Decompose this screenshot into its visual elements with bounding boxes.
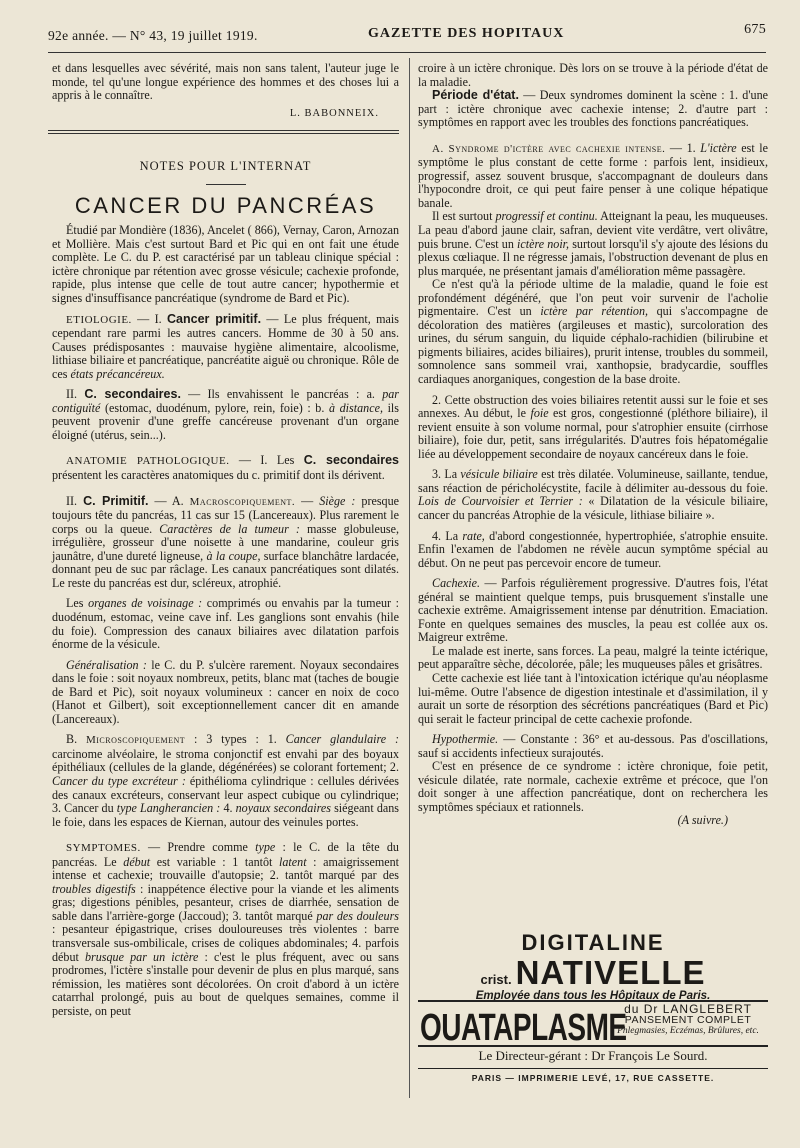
syndrome-a-paragraph: A. Syndrome d'ictère avec cachexie intense. — 1. L'ictère est le symptôme le plus constant de cette forme : parfois lent, insidieux, progressif, assez souvent brusque, s'accompagnant de douleurs dans l'hypocondre droit, ce qui peut faire penser à une colique hépatique banale. [418,140,769,210]
section-heading: NOTES POUR L'INTERNAT [139,159,312,174]
section-rule [48,130,399,134]
article-title: CANCER DU PANCRÉAS [74,192,377,218]
ouataplasme-name: OUATAPLASME [420,1006,627,1048]
vesicule-paragraph: 3. La vésicule biliaire est très dilatée. Volumineuse, saillante, tendue, sans réaction de péricholécystite, facile à délimiter au-dessous du foie. Lois de Courvoisier et Terrier : « Dilatation de la vésicule biliaire, cancer du pancréas Atrophie de la vésicule, lithiase biliaire ». [418,467,769,522]
cachexie-paragraph: Cachexie. — Parfois régulièrement progressive. D'autres fois, l'état général se maintient quelque temps, puis brusquement s'installe une cachexie extrême. Amaigrissement intense par dénutrition. Emaciation. Fonte en quelques semaines des muscles, la peau est collée aux os. Maigreur extrême. [418,576,768,645]
header-rule [48,52,766,53]
hypothermie-paragraph: Hypothermie. — Constante : 36° et au-dessous. Pas d'oscillations, sauf si accidents infectieux surajoutés. [418,732,768,760]
column-divider [409,58,410,1098]
symptomes-paragraph: SYMPTOMES. — Prendre comme type : le C. de la tête du pancréas. Le début est variable : 1 tantôt latent : amaigrissement intense et cachexie; trouvaille d'autopsie; 2. tantôt marqué par des troubles digestifs : inappétence élective pour la viande et les aliments gras; digestions pénibles, pesanteur, crises de diarrhée, sensation de sable dans l'arrière-gorge (Jaccoud); 3. tantôt marqué par des douleurs : pesanteur épigastrique, crises douloureuses très violentes : barre transversale sus-ombilicale, crises de coliques abdominales; 4. parfois début brusque par un ictère : c'est le plus fréquent, avec ou sans prodromes, l'ictère s'installe pour devenir de plus en plus marqué, sans rémission, les matières sont décolorées. On croit d'abord à un ictère catarrhal prolongé, puis au bout de quelques semaines, comme il persiste, on peut [52,840,400,1018]
ouataplasme-details [608,1004,768,1037]
page-header [48,22,766,46]
langlebert-label: du Dr LANGLEBERT [624,1002,752,1016]
generalisation-paragraph: Généralisation : le C. du P. s'ulcère rarement. Noyaux secondaires dans le foie : soit noyaux nombreux, petits, blanc mat (taches de bougie de Bard et Pic), soit noyaux volumineux : cancer en noix de coco (Hanot et Gilbert), soit exceptionnellement cancer dit en amande (Lancereaux). [52,657,399,726]
digitaline-name: DIGITALINE [521,930,665,955]
uses-label: Phlegmasies, Eczémas, Brûlures, etc. [617,1026,759,1036]
signature: L. BABONNEIX. [289,107,379,119]
digitaline-ad [418,928,768,1002]
organes-paragraph: Les organes de voisinage : comprimés ou envahis par la tumeur : duodénum, estomac, veine cave inf. Les ganglions sont envahis (hile du foie). Compression des canaux biliaires avec dilatation parfois énorme de la vésicule. [52,596,399,652]
presence-paragraph: C'est en présence de ce syndrome : ictère chronique, foie petit, vésicule dilatée, rate normale, cachexie extrême et précoce, que l'on doit songer à une affection pancréatique, dont on recherchera les symptômes spéciaux et rationnels. [418,759,768,814]
cette-cachexie-paragraph: Cette cachexie est liée tant à l'intoxication ictérique qu'au néoplasme lui-même. Outre l'absence de digestion intestinale et d'assimilation, il y aurait un sorte de résorption des sécrétions pancréatiques (Bard et Pic) qui serait le facteur principal de cette cachexie profonde. [418,670,768,726]
periode-etat-paragraph: Période d'état. — Deux syndromes dominent la scène : 1. d'une part : ictère chronique avec cachexie intense; 2. d'autre part : symptômes en rapport avec les troubles des fonctions pancréatiques. [418,88,768,130]
title-rule [206,184,246,185]
intro-paragraph: Étudié par Mondière (1836), Ancelet ( 866), Vernay, Caron, Arnozan et Mollière. Mais c'est surtout Bard et Pic qui en ont fait une étude complète. Le C. du P. est caractérisé par un tableau clinique spécial : ictère chronique par rétention avec grosse vésicule; cachexie profonde, rapide, plus intense que celle de tout autre cancer; hypothermie et signes d'insuffisance pancréatique (syndrome de Bard et Pic). [52,223,399,306]
anatomie-paragraph: ANATOMIE PATHOLOGIQUE. — I. Les C. secondaires présentent les caractères anatomiques du c. primitif dont ils dérivent. [52,453,399,483]
ouataplasme-ad [420,1004,770,1048]
secondaires-paragraph: II. C. secondaires. — Ils envahissent le pancréas : a. par contiguïté (estomac, duodénum, pylore, rein, foie) : b. à distance, ils peuvent provenir d'une greffe cancéreuse provenant d'un organe éloigné (utérus, sein...). [52,387,400,442]
page-number: 675 [744,22,766,37]
etiologie-paragraph: ETIOLOGIE. — I. Cancer primitif. — Le plus fréquent, mais cependant rare parmi les autres cancers. Homme de 30 à 50 ans. Causes prédisposantes : mauvaise hygiène alimentaire, alcoolisme, lithiase biliaire et pancréatique, pancréatite aiguë ou chronique. Rôle de ces états précancéreux. [52,311,399,381]
malade-paragraph: Le malade est inerte, sans forces. La peau, malgré la teinte ictérique, peut apparaître sèche, décolorée, pâle; les muqueuses pâles et grisâtres. [418,643,768,672]
pansement-label: PANSEMENT COMPLET [624,1014,752,1026]
continuation-paragraph: croire à un ictère chronique. Dès lors on se trouve à la période d'état de la maladie. [418,61,768,89]
right-column [418,62,768,828]
printer-line: PARIS — IMPRIMERIE LEVÉ, 17, RUE CASSETTE. [471,1073,715,1083]
left-column [52,62,399,1018]
journal-title: GAZETTE DES HOPITAUX [368,26,565,41]
progressif-paragraph: Il est surtout progressif et continu. Atteignant la peau, les muqueuses. La peau d'abord jaune clair, safran, devient vite verdâtre, vert olivâtre, puis brune. C'est un ictère noir, surtout lorsqu'il s'y ajoute des lésions du plexus cœliaque. Il ne régresse jamais, l'obstruction devenant de plus en plus marquée, ne présentant jamais d'amélioration même passagère. [418,209,769,278]
a-suivre: (A suivre.) [677,813,728,828]
ad-rule-bottom [418,1045,768,1047]
nativelle-name: NATIVELLE [515,954,706,991]
employee-tagline: Employée dans tous les Hôpitaux de Paris. [475,990,711,1002]
director-line: Le Directeur-gérant : Dr François Le Sourd. [478,1048,708,1063]
retention-paragraph: Ce n'est qu'à la période ultime de la maladie, quand le foie est profondément dégénéré, que l'on peut voir survenir de l'acholie pigmentaire. C'est un ictère par rétention, qui s'accompagne de décoloration des matières (argileuses et mastic), surcoloration des urines, du sérum sanguin, du liquide céphalo-rachidien (bilirubine et pigments biliaires, acides biliaires), prurit intense, troubles du sommeil, somnolence sans sommeil vrai, xanthopsie, bradycardie, souffles cardiaques anorganiques, congestion de la base droite. [418,277,768,387]
footer-rule [418,1068,768,1069]
review-ending: et dans lesquelles avec sévérité, mais non sans talent, l'auteur juge le monde, tel qu'une longue expérience des hommes et des choses lui a appris à le connaître. [52,61,399,103]
rate-paragraph: 4. La rate, d'abord congestionnée, hypertrophiée, s'atrophie ensuite. Enfin l'examen de l'abdomen ne révèle aucun symptôme spécial au début. On ne peut pas percevoir encore de tumeur. [418,528,769,570]
foie-paragraph: 2. Cette obstruction des voies biliaires retentit aussi sur le foie et ses annexes. Au début, le foie est gros, congestionné (pléthore biliaire), il revient ensuite à son volume normal, pour s'atrophier ensuite (cirrhose biliaire), foie dur, petit, sans irrégularités. D'autres fois hépatomégalie liée au développement secondaire de noyaux cancéreux dans le foie. [418,392,768,461]
primitif-paragraph: II. C. Primitif. — A. Macroscopiquement. — Siège : presque toujours tête du pancréas, 11 cas sur 15 (Lancereaux). Plus rarement le corps ou la queue. Caractères de la tumeur : masse globuleuse, irrégulière, grosseur d'une noisette à une mandarine, couleur gris jaunâtre, d'une dureté ligneuse, à la coupe, surface blanchâtre lardacée, donnant peu de suc par râclage. Les canaux pancréatiques sont dilatés. Le reste du pancréas est dur, scléreux, atrophié. [52,493,400,590]
crist-label: crist. [480,972,512,987]
microscopie-paragraph: B. Microscopiquement : 3 types : 1. Cancer glandulaire : carcinome alvéolaire, le stroma conjonctif est envahi par des boyaux épithéliaux (cellules de la glande, dégénérées) se colorant fortement; 2. Cancer du type excréteur : épithélioma cylindrique : cellules dérivées des canaux excréteurs, conservant leur aspect cubique ou cylindrique; 3. Cancer du type Langherancien : 4. noyaux secondaires siégeant dans le foie, dans les espaces de Kiernan, autour des veinules portes. [52,732,399,829]
issue-info: 92e année. — N° 43, 19 juillet 1919. [48,28,258,43]
